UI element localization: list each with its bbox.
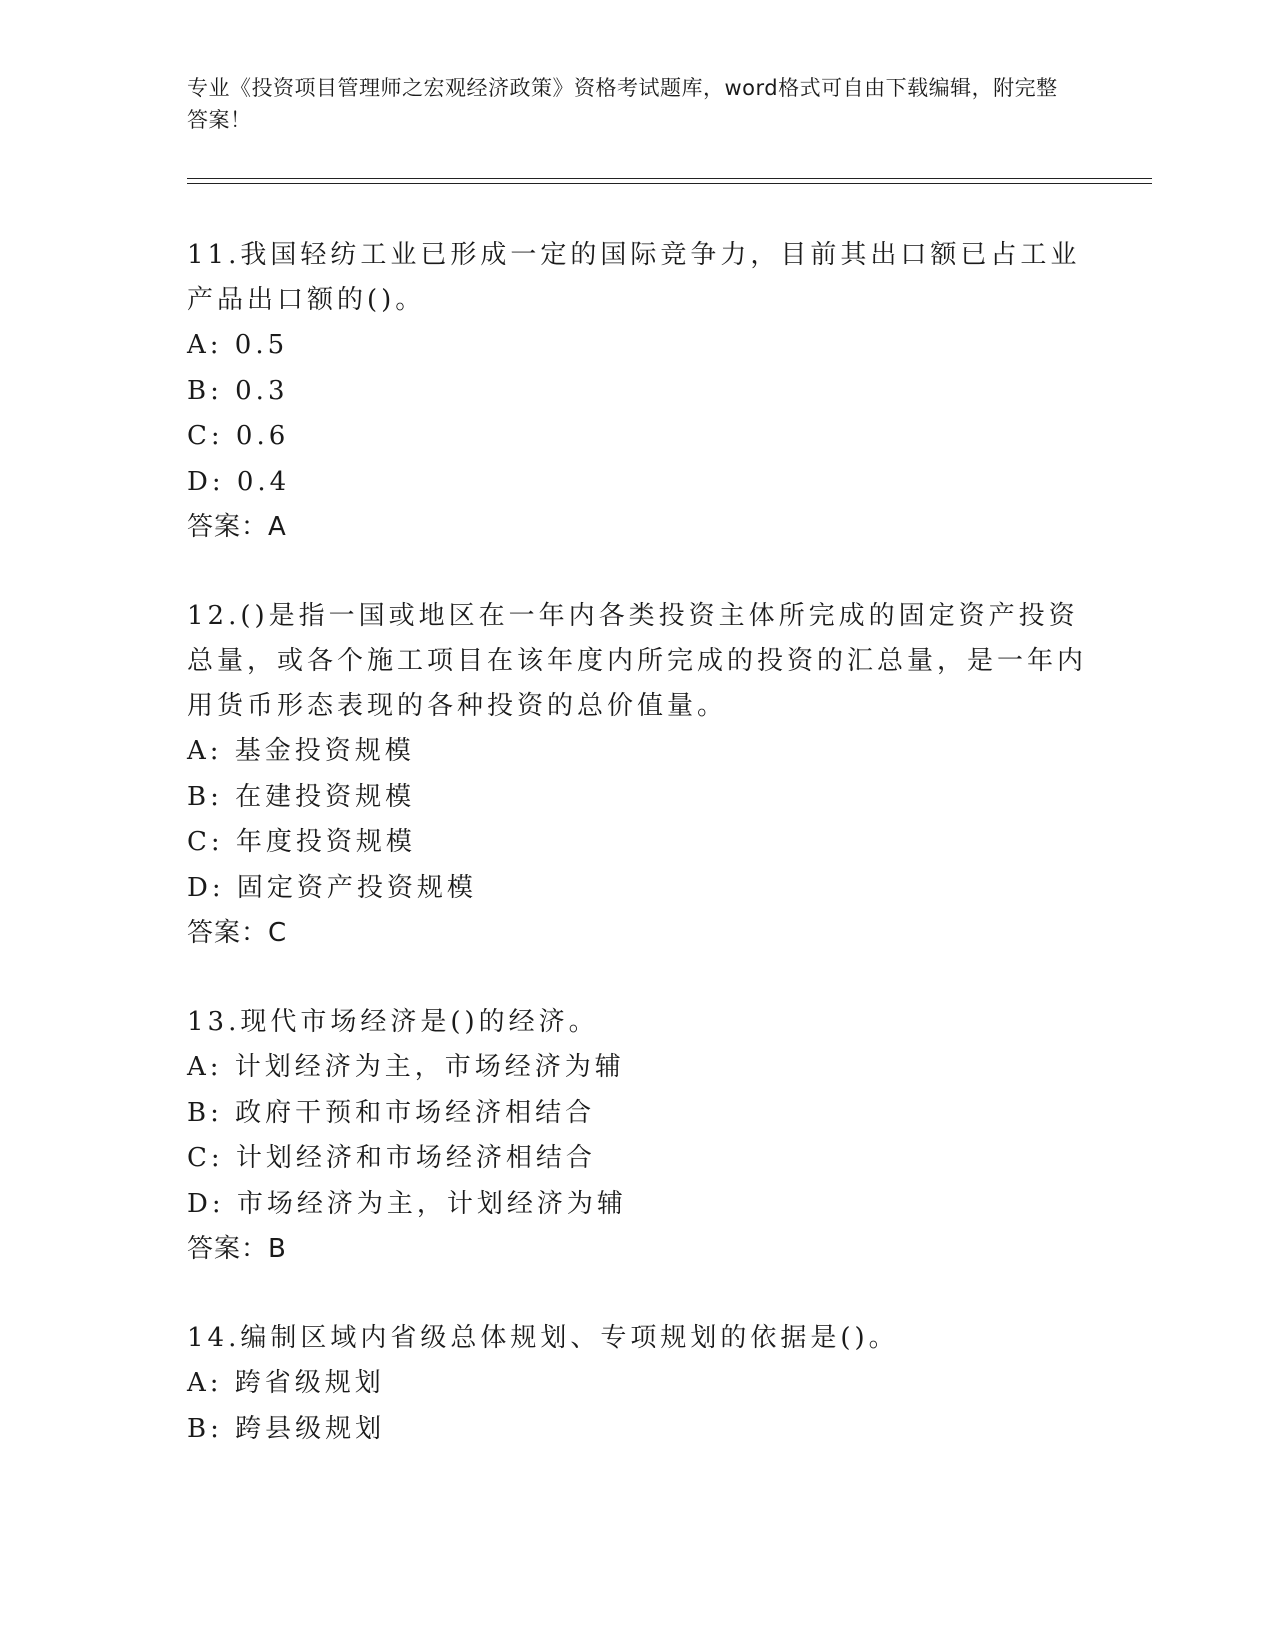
option-b: B: 0.3: [187, 375, 289, 406]
question-list: [187, 233, 1087, 1496]
option-d: D: 固定资产投资规模: [187, 872, 477, 903]
question-13: [187, 1000, 1087, 1272]
answer: 答案：A: [187, 512, 287, 542]
header-divider-top: [187, 178, 1152, 179]
question-stem: 13.现代市场经济是()的经济。: [187, 1007, 599, 1037]
question-14: [187, 1316, 1087, 1452]
answer: 答案：C: [187, 918, 288, 948]
option-b: B: 跨县级规划: [187, 1413, 386, 1444]
option-c: C: 年度投资规模: [187, 827, 416, 857]
question-stem: 14.编制区域内省级总体规划、专项规划的依据是()。: [187, 1323, 899, 1353]
header-divider-bottom: [187, 183, 1152, 184]
answer: 答案：B: [187, 1234, 287, 1264]
question-12: [187, 594, 1087, 956]
option-d: D: 0.4: [187, 466, 291, 497]
option-a: A: 跨省级规划: [187, 1368, 385, 1398]
option-a: A: 基金投资规模: [187, 736, 415, 766]
document-header: 专业《投资项目管理师之宏观经济政策》资格考试题库，word格式可自由下载编辑，附完整答案！: [187, 76, 1058, 132]
question-stem: 11.我国轻纺工业已形成一定的国际竞争力，目前其出口额已占工业产品出口额的()。: [187, 240, 1081, 315]
option-d: D: 市场经济为主，计划经济为辅: [187, 1188, 627, 1219]
option-b: B: 在建投资规模: [187, 781, 416, 812]
option-c: C: 计划经济和市场经济相结合: [187, 1143, 596, 1173]
question-11: [187, 233, 1087, 550]
option-a: A: 计划经济为主，市场经济为辅: [187, 1052, 625, 1082]
option-a: A: 0.5: [187, 330, 289, 360]
option-c: C: 0.6: [187, 421, 290, 451]
question-stem: 12.()是指一国或地区在一年内各类投资主体所完成的固定资产投资总量，或各个施工项目在该年度内所完成的投资的汇总量，是一年内用货币形态表现的各种投资的总价值量。: [187, 601, 1088, 721]
option-b: B: 政府干预和市场经济相结合: [187, 1097, 596, 1128]
